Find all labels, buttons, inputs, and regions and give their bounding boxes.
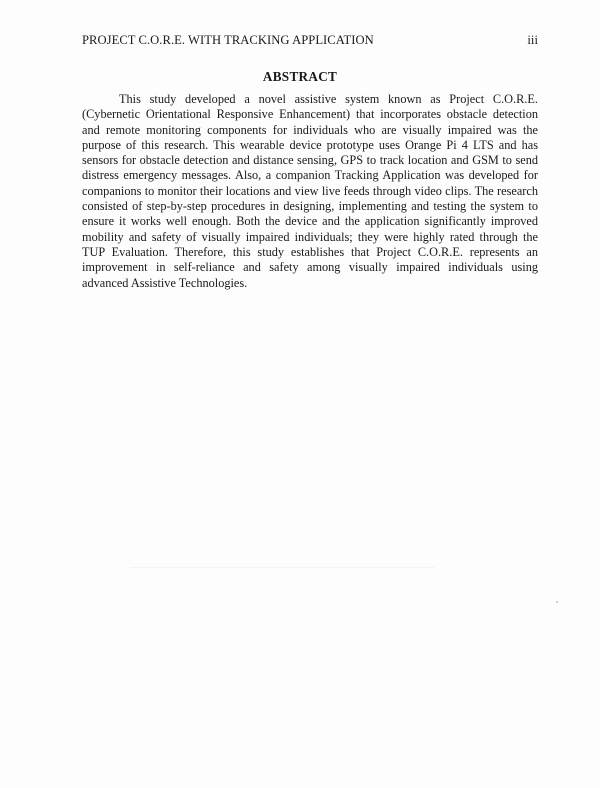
scan-dust-dot xyxy=(556,601,558,603)
abstract-paragraph: This study developed a novel assistive system known as Project C.O.R.E. (Cybernetic Orientational Responsive Enhancement) that incorporates obstacle detection and remote monitoring components for individuals who are visually impaired was the purpose of this research. This wearable device prototype uses Orange Pi 4 LTS and has sensors for obstacle detection and distance sensing, GPS to track location and GSM to send distress emergency messages. Also, a companion Tracking Application was developed for companions to monitor their locations and view live feeds through video clips. The research consisted of step-by-step procedures in designing, implementing and testing the system to ensure it works well enough. Both the device and the application significantly improved mobility and safety of visually impaired individuals; they were highly rated through the TUP Evaluation. Therefore, this study establishes that Project C.O.R.E. represents an improvement in self-reliance and safety among visually impaired individuals using advanced Assistive Technologies. xyxy=(82,92,538,290)
abstract-heading: ABSTRACT xyxy=(262,69,338,84)
faint-scan-mark xyxy=(130,567,435,568)
running-header xyxy=(82,32,538,48)
page-number: iii xyxy=(527,33,538,47)
header-title: PROJECT C.O.R.E. WITH TRACKING APPLICATION xyxy=(82,33,374,47)
